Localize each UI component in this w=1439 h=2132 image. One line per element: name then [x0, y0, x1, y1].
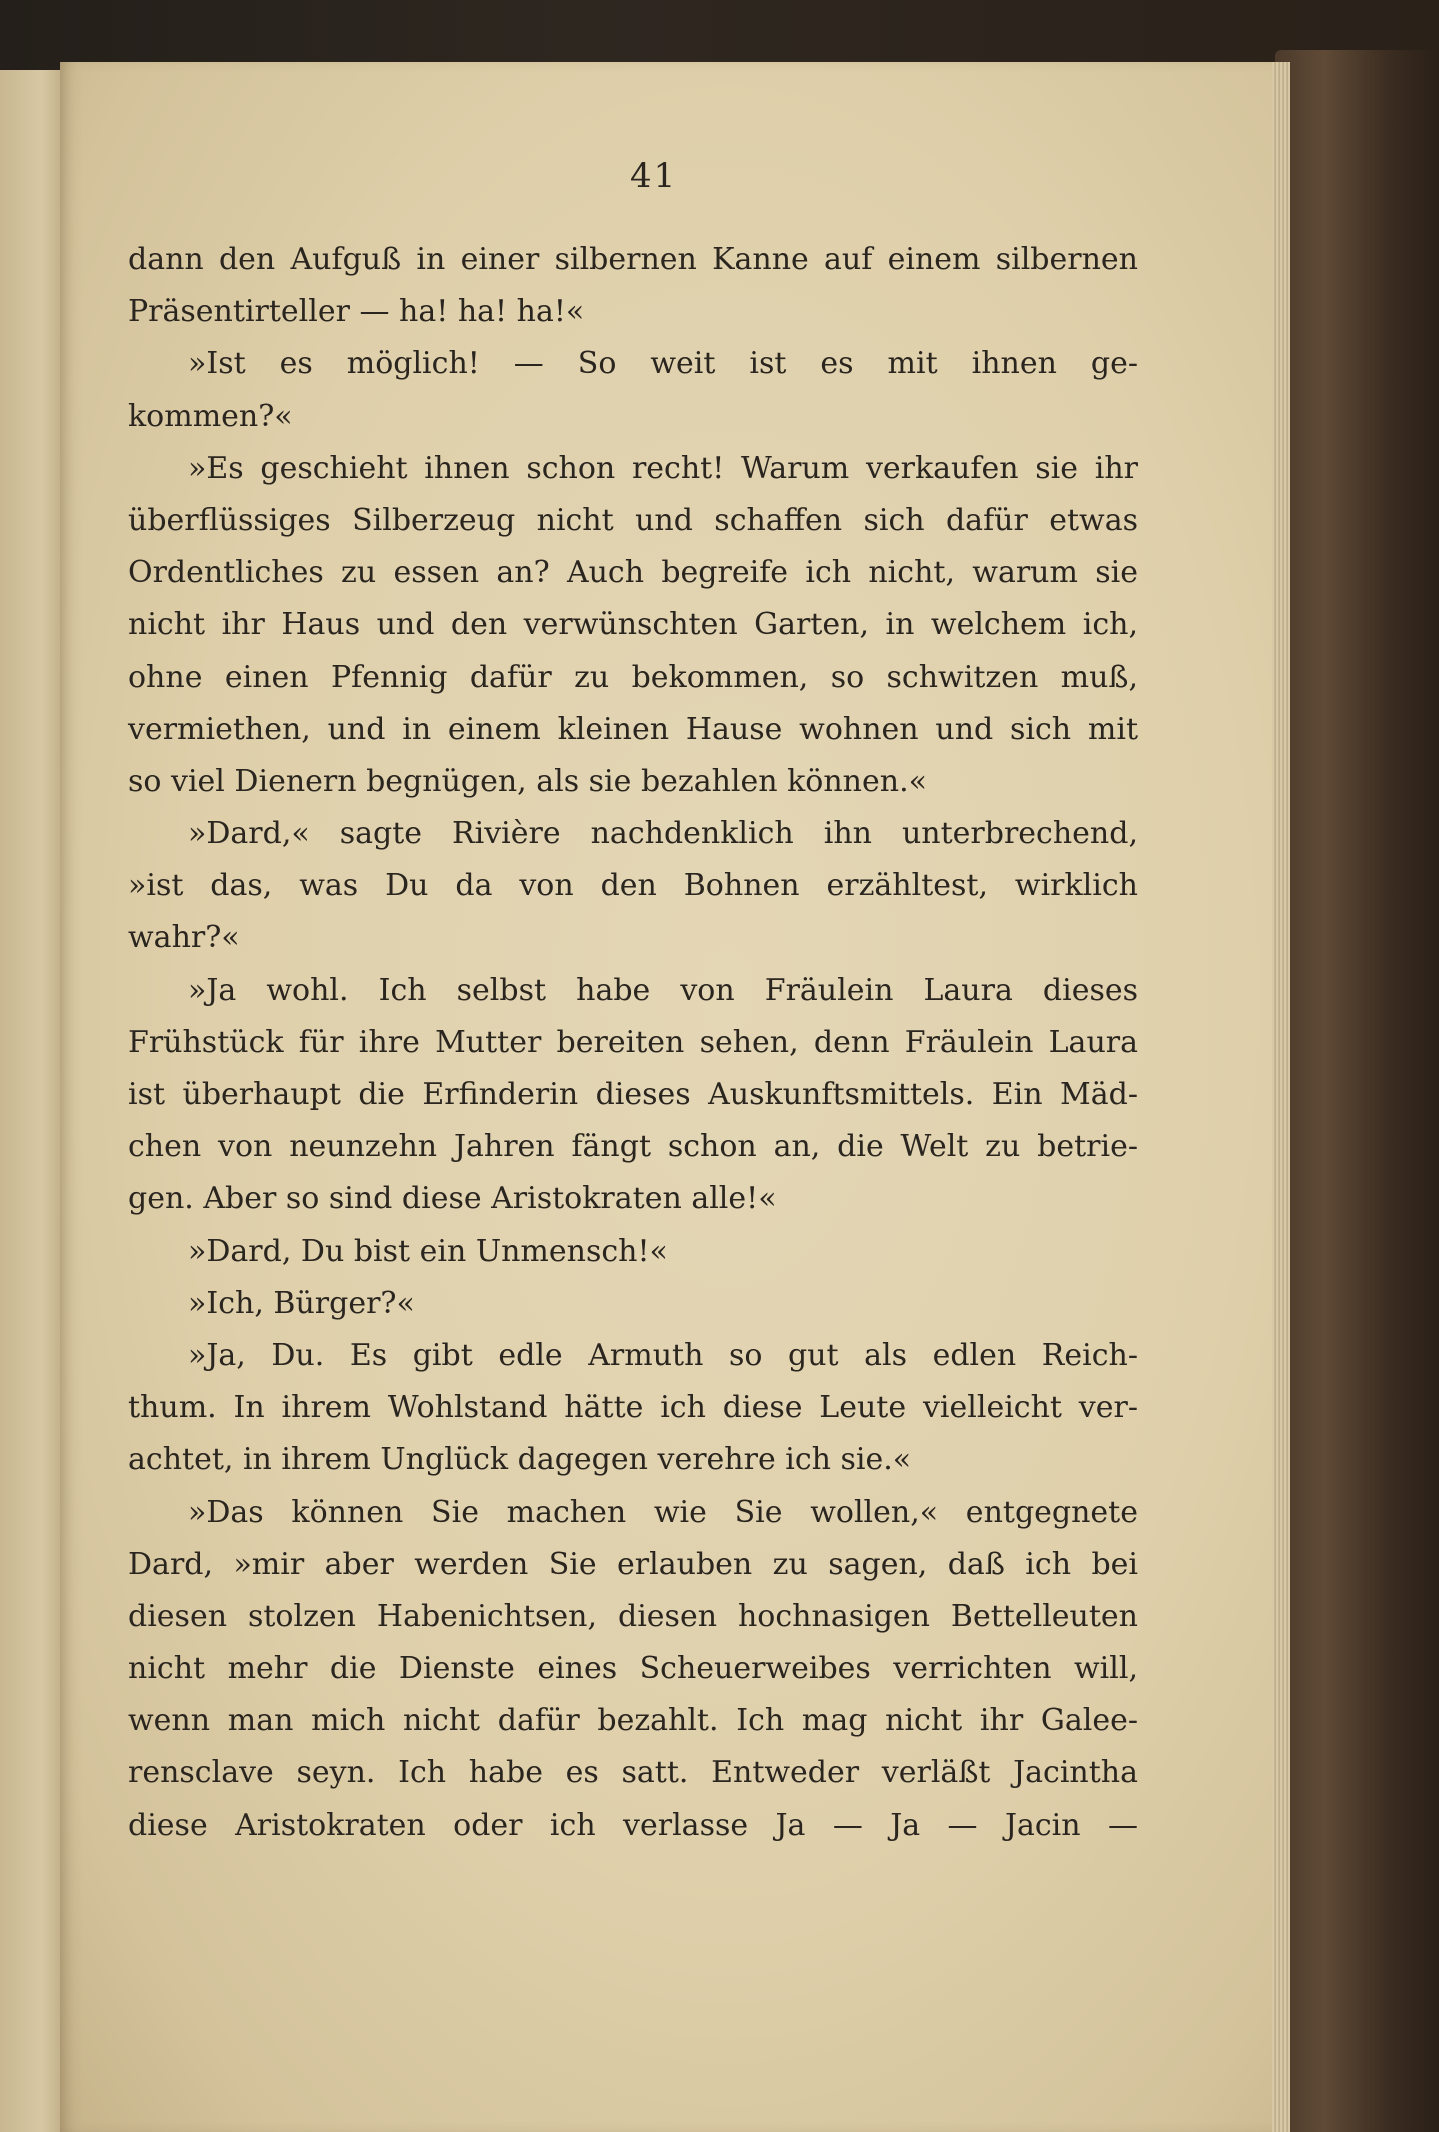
text-line: »Das können Sie machen wie Sie wollen,« entgegnete — [188, 1494, 1138, 1530]
text-line: nicht mehr die Dienste eines Scheuerweibes verrichten will, — [128, 1651, 1138, 1687]
text-line: ohne einen Pfennig dafür zu bekommen, so schwitzen muß, — [128, 659, 1138, 695]
text-line: Dard, »mir aber werden Sie erlauben zu sagen, daß ich bei — [128, 1546, 1138, 1582]
text-line: wenn man mich nicht dafür bezahlt. Ich mag nicht ihr Galee- — [128, 1703, 1138, 1739]
book-cover-edge — [1275, 50, 1439, 2132]
text-line: achtet, in ihrem Unglück dagegen verehre ich sie.« — [128, 1442, 912, 1478]
text-line: »Es geschieht ihnen schon recht! Warum verkaufen sie ihr — [188, 450, 1138, 486]
text-line: »Ist es möglich! — So weit ist es mit ihnen ge- — [188, 346, 1138, 382]
text-line: diese Aristokraten oder ich verlasse Ja — Ja — Jacin — — [128, 1807, 1138, 1843]
text-line: Präsentirteller — ha! ha! ha!« — [128, 294, 585, 330]
page-text — [128, 234, 1138, 1852]
text-line: »Ja wohl. Ich selbst habe von Fräulein Laura dieses — [188, 972, 1138, 1008]
text-line: vermiethen, und in einem kleinen Hause wohnen und sich mit — [128, 711, 1138, 747]
text-line: gen. Aber so sind diese Aristokraten alle!« — [128, 1181, 777, 1217]
text-line: chen von neunzehn Jahren fängt schon an, die Welt zu betrie- — [128, 1129, 1138, 1165]
text-line: nicht ihr Haus und den verwünschten Garten, in welchem ich, — [128, 607, 1138, 643]
text-line: wahr?« — [128, 920, 240, 956]
text-line: überflüssiges Silberzeug nicht und schaffen sich dafür etwas — [128, 502, 1138, 538]
text-line: »ist das, was Du da von den Bohnen erzähltest, wirklich — [128, 868, 1138, 904]
text-line: ist überhaupt die Erfinderin dieses Auskunftsmittels. Ein Mäd- — [128, 1077, 1138, 1112]
text-line: diesen stolzen Habenichtsen, diesen hochnasigen Bettelleuten — [128, 1598, 1138, 1634]
text-line: thum. In ihrem Wohlstand hätte ich diese Leute vielleicht ver- — [128, 1390, 1138, 1426]
text-line: rensclave seyn. Ich habe es satt. Entweder verläßt Jacintha — [128, 1755, 1138, 1791]
text-line: »Ja, Du. Es gibt edle Armuth so gut als edlen Reich- — [188, 1337, 1138, 1373]
text-line: »Dard, Du bist ein Unmensch!« — [188, 1233, 668, 1269]
book-page — [60, 62, 1272, 2132]
text-line: Ordentliches zu essen an? Auch begreife ich nicht, warum sie — [128, 555, 1138, 591]
text-line: kommen?« — [128, 398, 293, 434]
text-line: »Ich, Bürger?« — [188, 1285, 415, 1321]
text-line: dann den Aufguß in einer silbernen Kanne auf einem silbernen — [128, 242, 1138, 277]
page-number: 41 — [630, 156, 678, 196]
text-line: Frühstück für ihre Mutter bereiten sehen, denn Fräulein Laura — [128, 1024, 1138, 1060]
text-line: »Dard,« sagte Rivière nachdenklich ihn unterbrechend, — [188, 816, 1138, 852]
text-line: so viel Dienern begnügen, als sie bezahlen können.« — [128, 763, 927, 799]
